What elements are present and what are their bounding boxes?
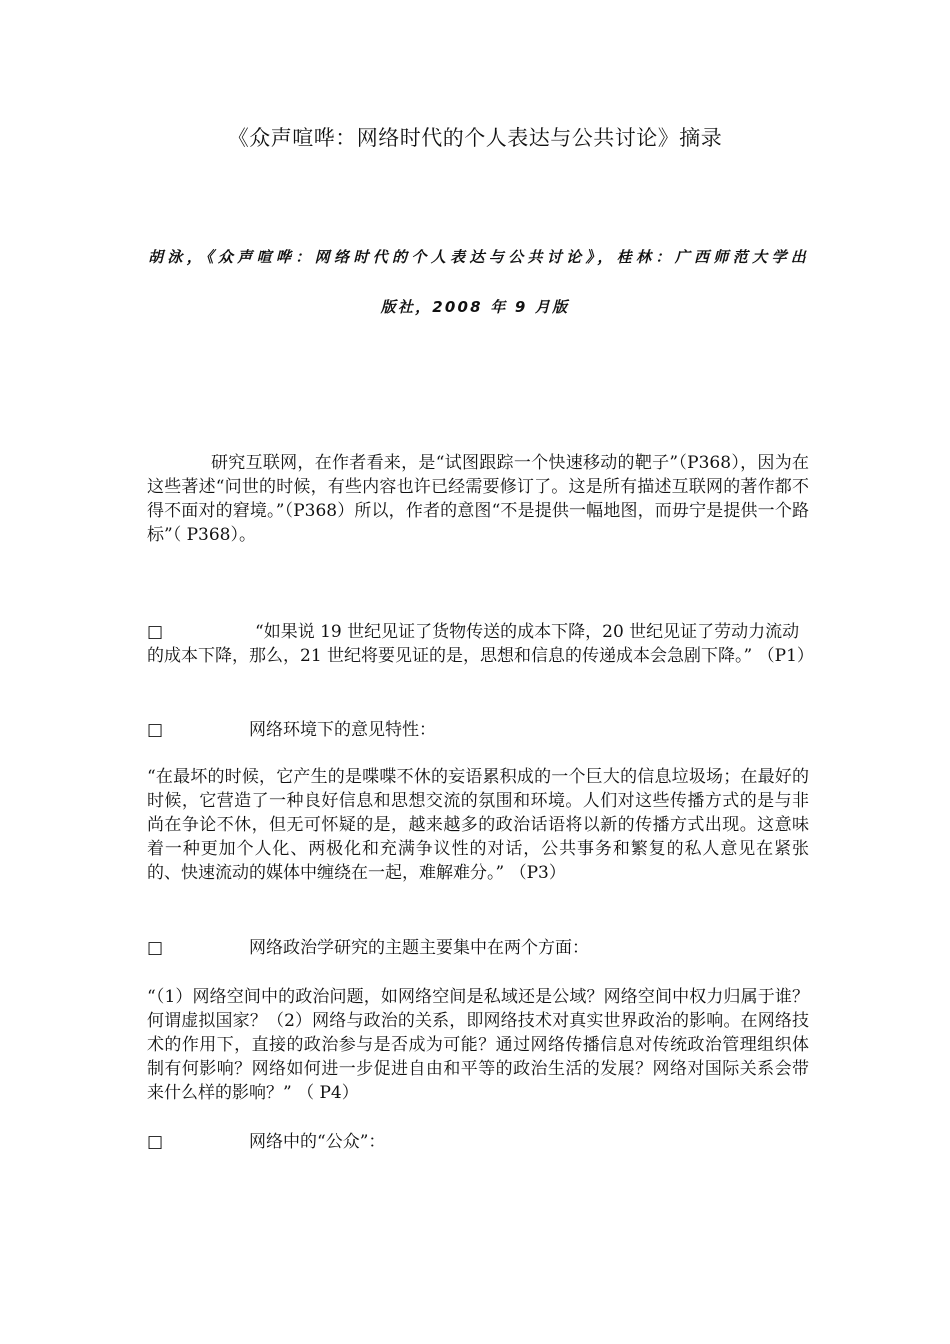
list-item-heading: 网络环境下的意见特性： — [249, 720, 436, 740]
quote-paragraph-politics: “（1）网络空间中的政治问题，如网络空间是私域还是公域？网络空间中权力归属于谁？何谓虚拟国家？（2）网络与政治的关系，即网络技术对真实世界政治的影响。在网络技术的作用下，直接的政治参与是否成为可能？通过网络传播信息对传统政治管理组织体制有何影响？网络如何进一步促进自由和平等的政治生活的发展？网络对国际关系会带来什么样的影响？” （ P4） — [147, 987, 809, 1103]
checkbox-square-icon: □ — [147, 938, 164, 958]
list-item-2 — [147, 718, 809, 742]
citation-line-1: 胡泳，《众声喧哗：网络时代的个人表达与公共讨论》，桂林：广西师范大学出 — [148, 248, 808, 266]
list-item-heading: 网络中的“公众”： — [249, 1132, 386, 1152]
checkbox-square-icon: □ — [147, 622, 164, 642]
list-item-heading: 网络政治学研究的主题主要集中在两个方面： — [249, 938, 589, 958]
checkbox-square-icon: □ — [147, 1132, 164, 1152]
checkbox-square-icon: □ — [147, 720, 164, 740]
intro-paragraph: 研究互联网，在作者看来，是“试图跟踪一个快速移动的靶子”（P368），因为在这些著述“问世的时候，有些内容也许已经需要修订了。这是所有描述互联网的著作都不得不面对的窘境。”（P368）所以，作者的意图“不是提供一幅地图，而毋宁是提供一个路标”（ P368）。 — [147, 453, 809, 545]
list-item-text: “如果说 19 世纪见证了货物传送的成本下降，20 世纪见证了劳动力流动的成本下降，那么，21 世纪将要见证的是，思想和信息的传递成本会急剧下降。” （P1） — [147, 622, 814, 666]
list-item-4 — [147, 1130, 809, 1154]
list-item-3 — [147, 936, 809, 960]
list-item-1 — [147, 620, 814, 668]
document-title: 《众声喧哗：网络时代的个人表达与公共讨论》摘录 — [227, 126, 723, 150]
quote-paragraph-opinion: “在最坏的时候，它产生的是喋喋不休的妄语累积成的一个巨大的信息垃圾场；在最好的时候，它营造了一种良好信息和思想交流的氛围和环境。人们对这些传播方式的是与非尚在争论不休，但无可怀疑的是，越来越多的政治话语将以新的传播方式出现。这意味着一种更加个人化、两极化和充满争议性的对话，公共事务和繁复的私人意见在紧张的、快速流动的媒体中缠绕在一起，难解难分。” （P3） — [147, 767, 809, 883]
citation-line-2: 版社，2008 年 9 月版 — [380, 298, 570, 316]
